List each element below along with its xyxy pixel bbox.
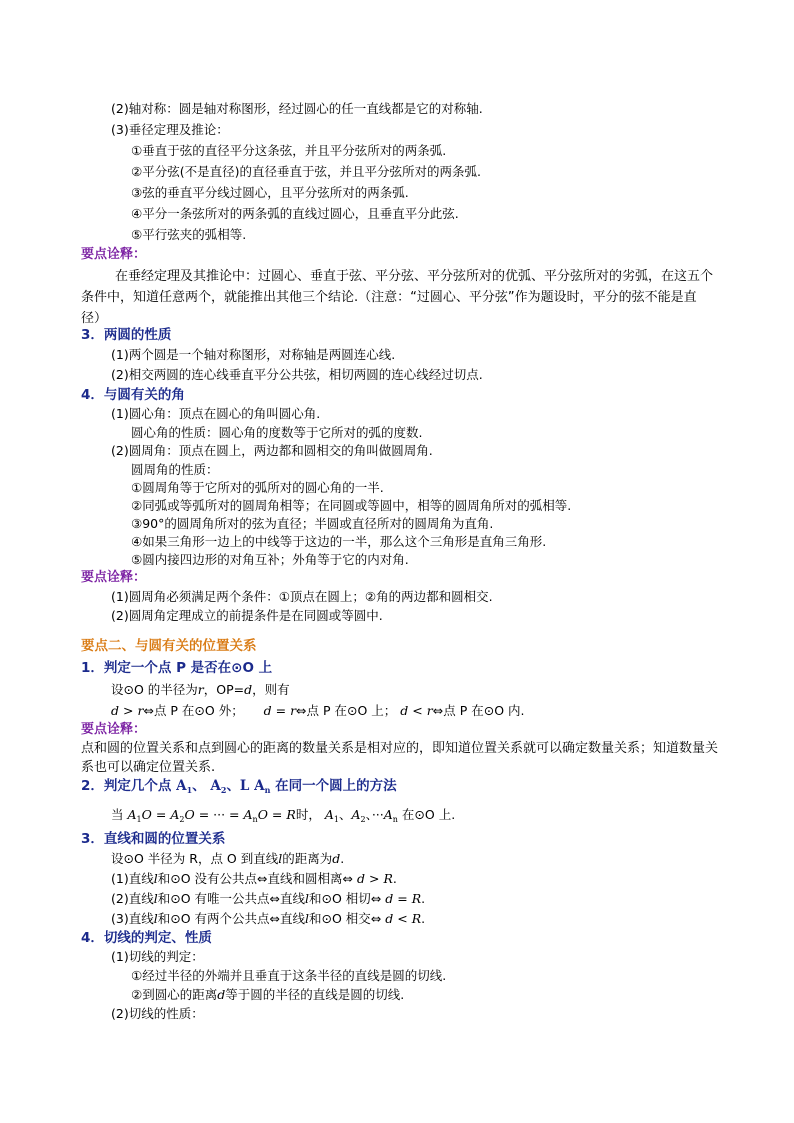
inscribed-prop-title: 圆周角的性质： <box>131 462 219 477</box>
inscribed-prop-3: ③90°的圆周角所对的弦为直径；半圆或直径所对的圆周角为直角. <box>131 516 494 531</box>
concyclic-title: 2．判定几个点 $A_1$、 $A_2$、L $A_n$ 在同一个圆上的方法 <box>81 778 397 795</box>
note-label: 要点诠释： <box>81 722 147 737</box>
point-circle-title: 1．判定一个点 P 是否在⊙O 上 <box>81 660 273 676</box>
chord-theorem-title: (3)垂径定理及推论： <box>111 122 229 137</box>
central-angle-def: (1)圆心角：顶点在圆心的角叫圆心角. <box>111 406 321 421</box>
note-label: 要点诠释： <box>81 570 147 585</box>
two-circles-item-1: (1)两个圆是一个轴对称图形，对称轴是两圆连心线. <box>111 347 396 362</box>
tangent-judge-title: (1)切线的判定： <box>111 949 204 964</box>
line-circle-title: 3．直线和圆的位置关系 <box>81 831 226 847</box>
two-circles-item-2: (2)相交两圆的连心线垂直平分公共弦，相切两圆的连心线经过切点. <box>111 367 483 382</box>
line-circle-row-3: (3)直线l和⊙O 有两个公共点⇔直线l和⊙O 相交⇔ d < R. <box>111 911 426 926</box>
point-circle-conditions: d > r⇔点 P 在⊙O 外； d = r⇔点 P 在⊙O 上； d < r⇔点 P 在⊙O 内. <box>111 703 525 718</box>
note-text: 点和圆的位置关系和点到圆心的距离的数量关系是相对应的，即知道位置关系就可以确定数量关系；知道数量关系也可以确定位置关系. <box>81 741 719 775</box>
note2-item-1: (1)圆周角必须满足两个条件：①顶点在圆上；②角的两边都和圆相交. <box>111 589 493 604</box>
chord-item-1: ①垂直于弦的直径平分这条弦，并且平分弦所对的两条弧. <box>131 143 447 158</box>
central-angle-prop: 圆心角的性质：圆心角的度数等于它所对的弧的度数. <box>131 425 423 440</box>
inscribed-angle-def: (2)圆周角：顶点在圆上，两边都和圆相交的角叫做圆周角. <box>111 443 433 458</box>
tangent-judge-1: ①经过半径的外端并且垂直于这条半径的直线是圆的切线. <box>131 968 447 983</box>
note-label: 要点诠释： <box>81 247 147 262</box>
section-title: 3．两圆的性质 <box>81 327 172 343</box>
inscribed-prop-5: ⑤圆内接四边形的对角互补；外角等于它的内对角. <box>131 552 409 567</box>
section-title: 4．与圆有关的角 <box>81 387 185 403</box>
chord-item-4: ④平分一条弦所对的两条弧的直线过圆心，且垂直平分此弦. <box>131 206 459 221</box>
chord-item-3: ③弦的垂直平分线过圆心，且平分弦所对的两条弧. <box>131 185 409 200</box>
line-circle-row-2: (2)直线l和⊙O 有唯一公共点⇔直线l和⊙O 相切⇔ d = R. <box>111 891 426 906</box>
concyclic-condition: 当 $A_1O = A_2O$ = ··· = $A_nO = R$时， $A_1$、$A_2$、$\cdot\cdot\cdot A_n$ 在⊙O 上. <box>111 807 456 824</box>
point-circle-intro: 设⊙O 的半径为r，OP=d，则有 <box>111 682 290 697</box>
tangent-prop-title: (2)切线的性质： <box>111 1006 204 1021</box>
note2-item-2: (2)圆周角定理成立的前提条件是在同圆或等圆中. <box>111 608 383 623</box>
tangent-title: 4．切线的判定、性质 <box>81 930 212 946</box>
inscribed-prop-1: ①圆周角等于它所对的弧所对的圆心角的一半. <box>131 480 384 495</box>
note-text: 在垂经定理及其推论中：过圆心、垂直于弦、平分弦、平分弦所对的优弧、平分弦所对的劣弧，在这五个条件中，知道任意两个，就能推出其他三个结论.（注意：“过圆心、平分弦”作为题设时，平分的弦不能是直径） <box>81 269 714 326</box>
chord-item-2: ②平分弦(不是直径)的直径垂直于弦，并且平分弦所对的两条弧. <box>131 164 481 179</box>
section2-title: 要点二、与圆有关的位置关系 <box>81 638 257 654</box>
inscribed-prop-4: ④如果三角形一边上的中线等于这边的一半，那么这个三角形是直角三角形. <box>131 534 547 549</box>
chord-item-5: ⑤平行弦夹的弧相等. <box>131 227 247 242</box>
inscribed-prop-2: ②同弧或等弧所对的圆周角相等；在同圆或等圆中，相等的圆周角所对的弧相等. <box>131 498 572 513</box>
line-circle-intro: 设⊙O 半径为 R，点 O 到直线l的距离为d. <box>111 851 345 866</box>
tangent-judge-2: ②到圆心的距离d等于圆的半径的直线是圆的切线. <box>131 987 405 1002</box>
sym-axis-text: (2)轴对称：圆是轴对称图形，经过圆心的任一直线都是它的对称轴. <box>111 101 483 116</box>
line-circle-row-1: (1)直线l和⊙O 没有公共点⇔直线和圆相离⇔ d > R. <box>111 871 397 886</box>
